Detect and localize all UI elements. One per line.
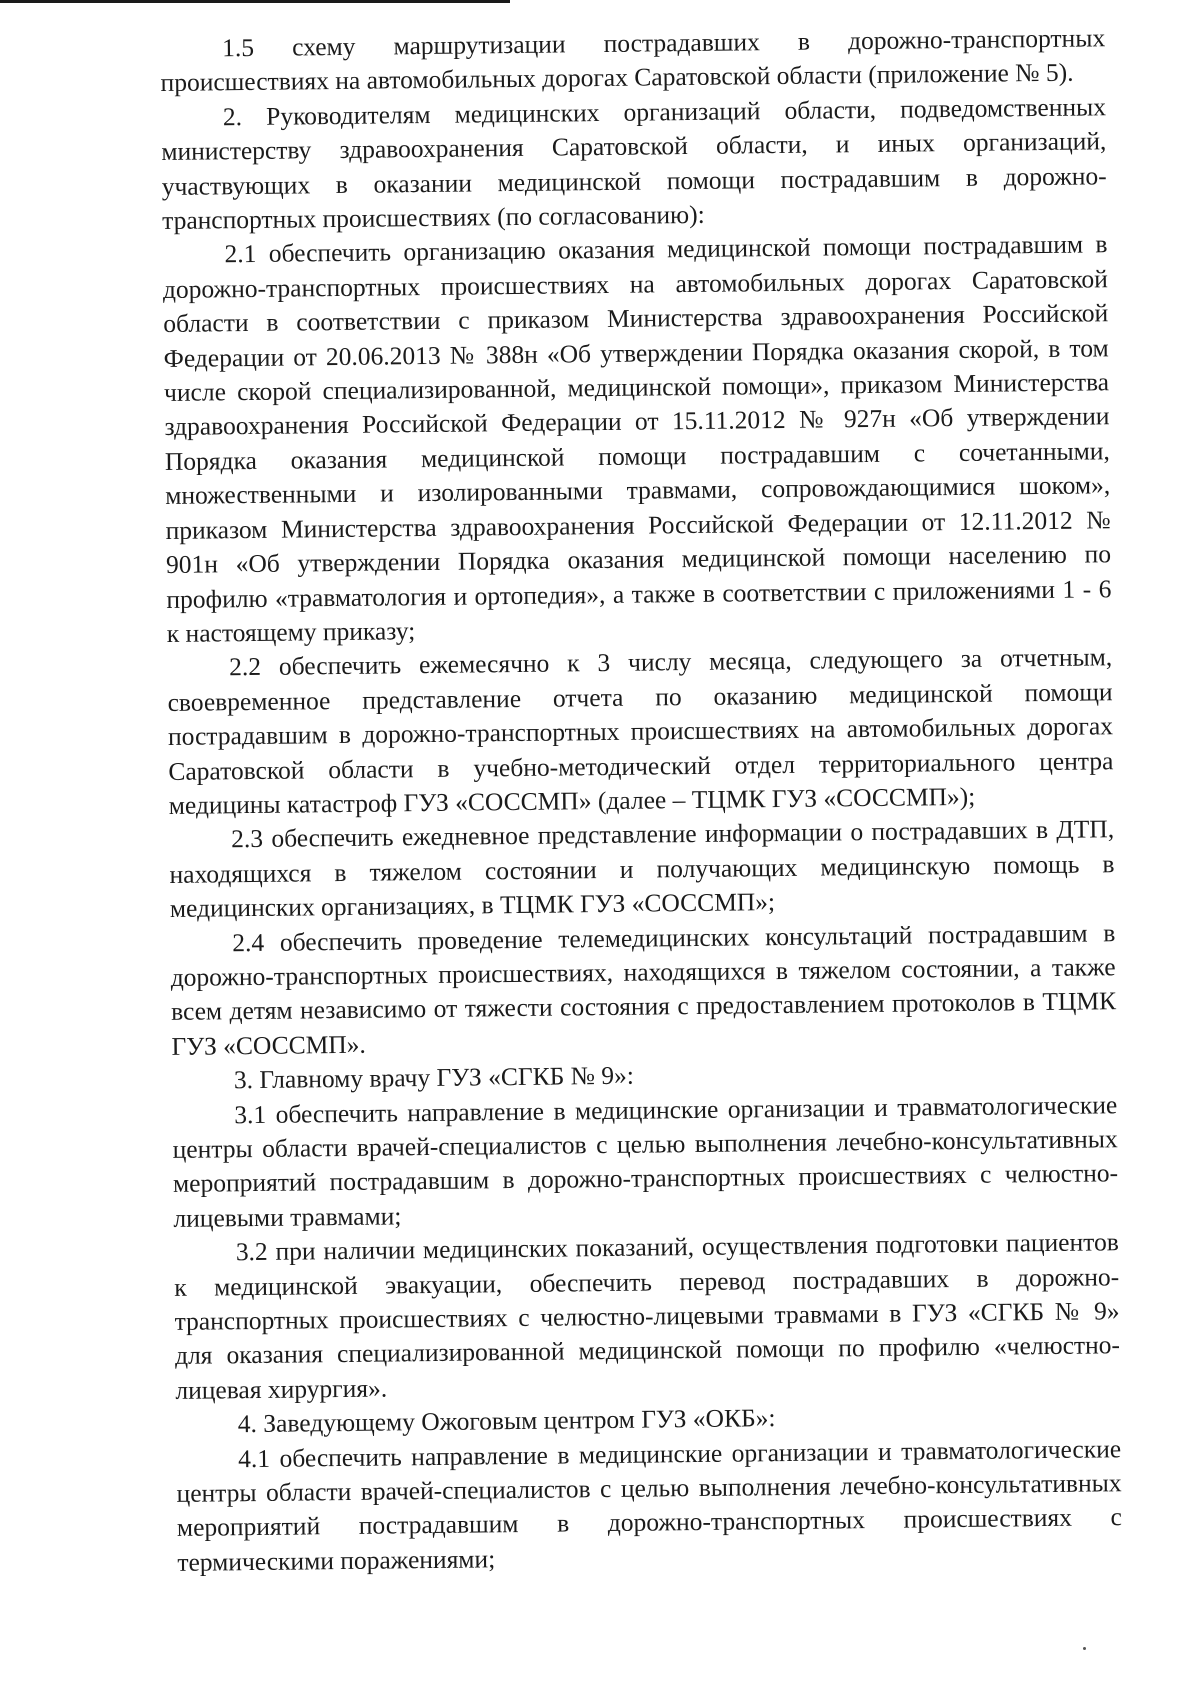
paragraph-3-2: 3.2 при наличии медицинских показаний, осуществления подготовки пациентов к медицинской эвакуации, обеспечить перевод пострадавших в дорожно-транспортных происшествиях с челюстно-лицевыми травмами в ГУЗ «СГКБ № 9» для оказания специализированной медицинской помощи по профилю «челюстно-лицевая хирургия». xyxy=(174,1227,1121,1405)
paragraph-4-1: 4.1 обеспечить направление в медицинские организации и травматологические центры области врачей-специалистов с целью выполнения лечебно-консультативных мероприятий пострадавшим в дорожно-транспортных происшествиях с термическими поражениями; xyxy=(176,1433,1123,1577)
document-body xyxy=(160,21,1123,1580)
paragraph-2-1: 2.1 обеспечить организацию оказания медицинской помощи пострадавшим в дорожно-транспортных происшествиях на автомобильных дорогах Саратовской области в соответствии с приказом Министерства здравоохранения Российской Федерации от 20.06.2013 № 388н «Об утверждении Порядка оказания скорой, в том числе скорой специализированной, медицинской помощи», приказом Министерства здравоохранения Российской Федерации от 15.11.2012 № 927н «Об утверждении Порядка оказания медицинской помощи пострадавшим с сочетанными, множественными и изолированными травмами, сопровождающимися шоком», приказом Министерства здравоохранения Российской Федерации от 12.11.2012 № 901н «Об утверждении Порядка оказания медицинской помощи населению по профилю «травматология и ортопедия», а также в соответствии с приложениями 1 - 6 к настоящему приказу; xyxy=(162,229,1112,648)
paragraph-2-4: 2.4 обеспечить проведение телемедицинских консультаций пострадавшим в дорожно-транспортных происшествиях, находящихся в тяжелом состоянии, а также всем детям независимо от тяжести состояния с предоставлением протоколов в ТЦМК ГУЗ «СОССМП». xyxy=(170,917,1117,1061)
paragraph-2-3: 2.3 обеспечить ежедневное представление информации о пострадавших в ДТП, находящихся в тяжелом состоянии и получающих медицинскую помощь в медицинских организациях, в ТЦМК ГУЗ «СОССМП»; xyxy=(169,814,1115,924)
paragraph-3-1: 3.1 обеспечить направление в медицинские организации и травматологические центры области врачей-специалистов с целью выполнения лечебно-консультативных мероприятий пострадавшим в дорожно-транспортных происшествиях с челюстно-лицевыми травмами; xyxy=(172,1089,1119,1233)
scan-speck xyxy=(1083,1647,1086,1650)
paragraph-2-2: 2.2 обеспечить ежемесячно к 3 числу месяца, следующего за отчетным, своевременное представление отчета по оказанию медицинской помощи пострадавшим в дорожно-транспортных происшествиях на автомобильных дорогах Саратовской области в учебно-методический отдел территориального центра медицины катастроф ГУЗ «СОССМП» (далее – ТЦМК ГУЗ «СОССМП»); xyxy=(167,642,1114,820)
paragraph-1-5: 1.5 схему маршрутизации пострадавших в дорожно-транспортных происшествиях на автомобильных дорогах Саратовской области (приложение № 5). xyxy=(160,23,1106,98)
paragraph-2: 2. Руководителям медицинских организаций области, подведомственных министерству здравоохранения Саратовской области, и иных организаций, участвующих в оказании медицинской помощи пострадавшим в дорожно-транспортных происшествиях (по согласованию): xyxy=(161,92,1107,236)
paragraph-3: 3. Главному врачу ГУЗ «СГКБ № 9»: xyxy=(233,1060,635,1095)
paragraph-4: 4. Заведующему Ожоговым центром ГУЗ «ОКБ»: xyxy=(237,1403,776,1439)
header-rule xyxy=(0,0,510,3)
